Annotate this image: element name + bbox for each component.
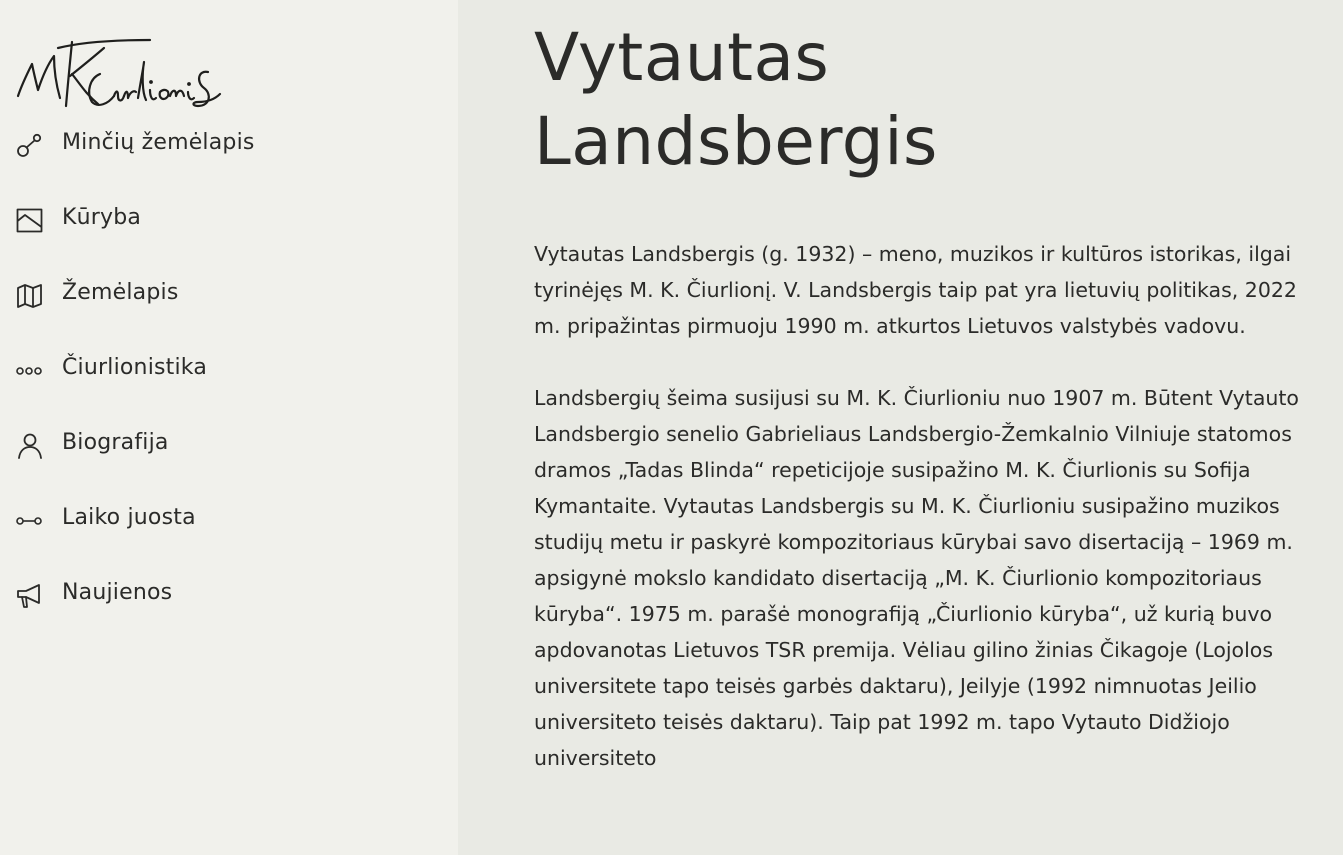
sidebar — [0, 0, 458, 855]
nav-label: Čiurlionistika — [62, 355, 208, 380]
nav-label: Žemėlapis — [62, 280, 179, 305]
main-navigation — [0, 120, 458, 645]
nav-item-naujienos[interactable] — [0, 570, 458, 645]
article-paragraph: Landsbergių šeima susijusi su M. K. Čiurlioniu nuo 1907 m. Būtent Vytauto Landsbergio senelio Gabrieliaus Landsbergio-Žemkalnio Vilniuje statomos dramos „Tadas Blinda“ repeticijoje susipažino M. K. Čiurlionis su Sofija Kymantaite. Vytautas Landsbergis su M. K. Čiurlioniu susipažino muzikos studijų metu ir paskyrė kompozitoriaus kūrybai savo disertaciją – 1969 m. apsigynė mokslo kandidato disertaciją „M. K. Čiurlionio kompozitoriaus kūryba“. 1975 m. parašė monografiją „Čiurlionio kūryba“, už kurią buvo apdovanotas Lietuvos TSR premija. Vėliau gilino žinias Čikagoje (Lojolos universitete tapo teisės garbės daktaru), Jeilyje (1992 nimnuotas Jeilio universiteto teisės daktaru). Taip pat 1992 m. tapo Vytauto Didžiojo universiteto — [534, 386, 1299, 770]
page-title — [534, 16, 1234, 184]
nav-item-laiko-juosta[interactable] — [0, 495, 458, 570]
nav-label: Biografija — [62, 430, 169, 455]
nav-label: Minčių žemėlapis — [62, 130, 255, 155]
nav-item-mind-map[interactable] — [0, 120, 458, 195]
article-body — [534, 236, 1306, 812]
nav-item-ciurlionistika[interactable] — [0, 345, 458, 420]
mind-map-icon — [15, 133, 45, 159]
article-paragraph: Vytautas Landsbergis (g. 1932) – meno, muzikos ir kultūros istorikas, ilgai tyrinėjęs M. K. Čiurlionį. V. Landsbergis taip pat yra lietuvių politikas, 2022 m. pripažintas pirmuoju 1990 m. atkurtos Lietuvos valstybės vadovu. — [534, 242, 1297, 338]
nav-item-biografija[interactable] — [0, 420, 458, 495]
nav-item-zemelapis[interactable] — [0, 270, 458, 345]
nav-label: Laiko juosta — [62, 505, 196, 530]
main-content — [458, 0, 1343, 855]
page-title-line-1: Vytautas — [534, 19, 830, 96]
timeline-icon — [15, 508, 45, 534]
megaphone-icon — [15, 583, 45, 609]
image-icon — [15, 208, 45, 234]
map-icon — [15, 283, 45, 309]
signature-logo[interactable] — [14, 34, 224, 112]
page-title-line-2: Landsbergis — [534, 103, 938, 180]
dots-icon — [15, 358, 45, 384]
person-icon — [15, 433, 45, 459]
nav-item-kuryba[interactable] — [0, 195, 458, 270]
nav-label: Naujienos — [62, 580, 173, 605]
nav-label: Kūryba — [62, 205, 142, 230]
